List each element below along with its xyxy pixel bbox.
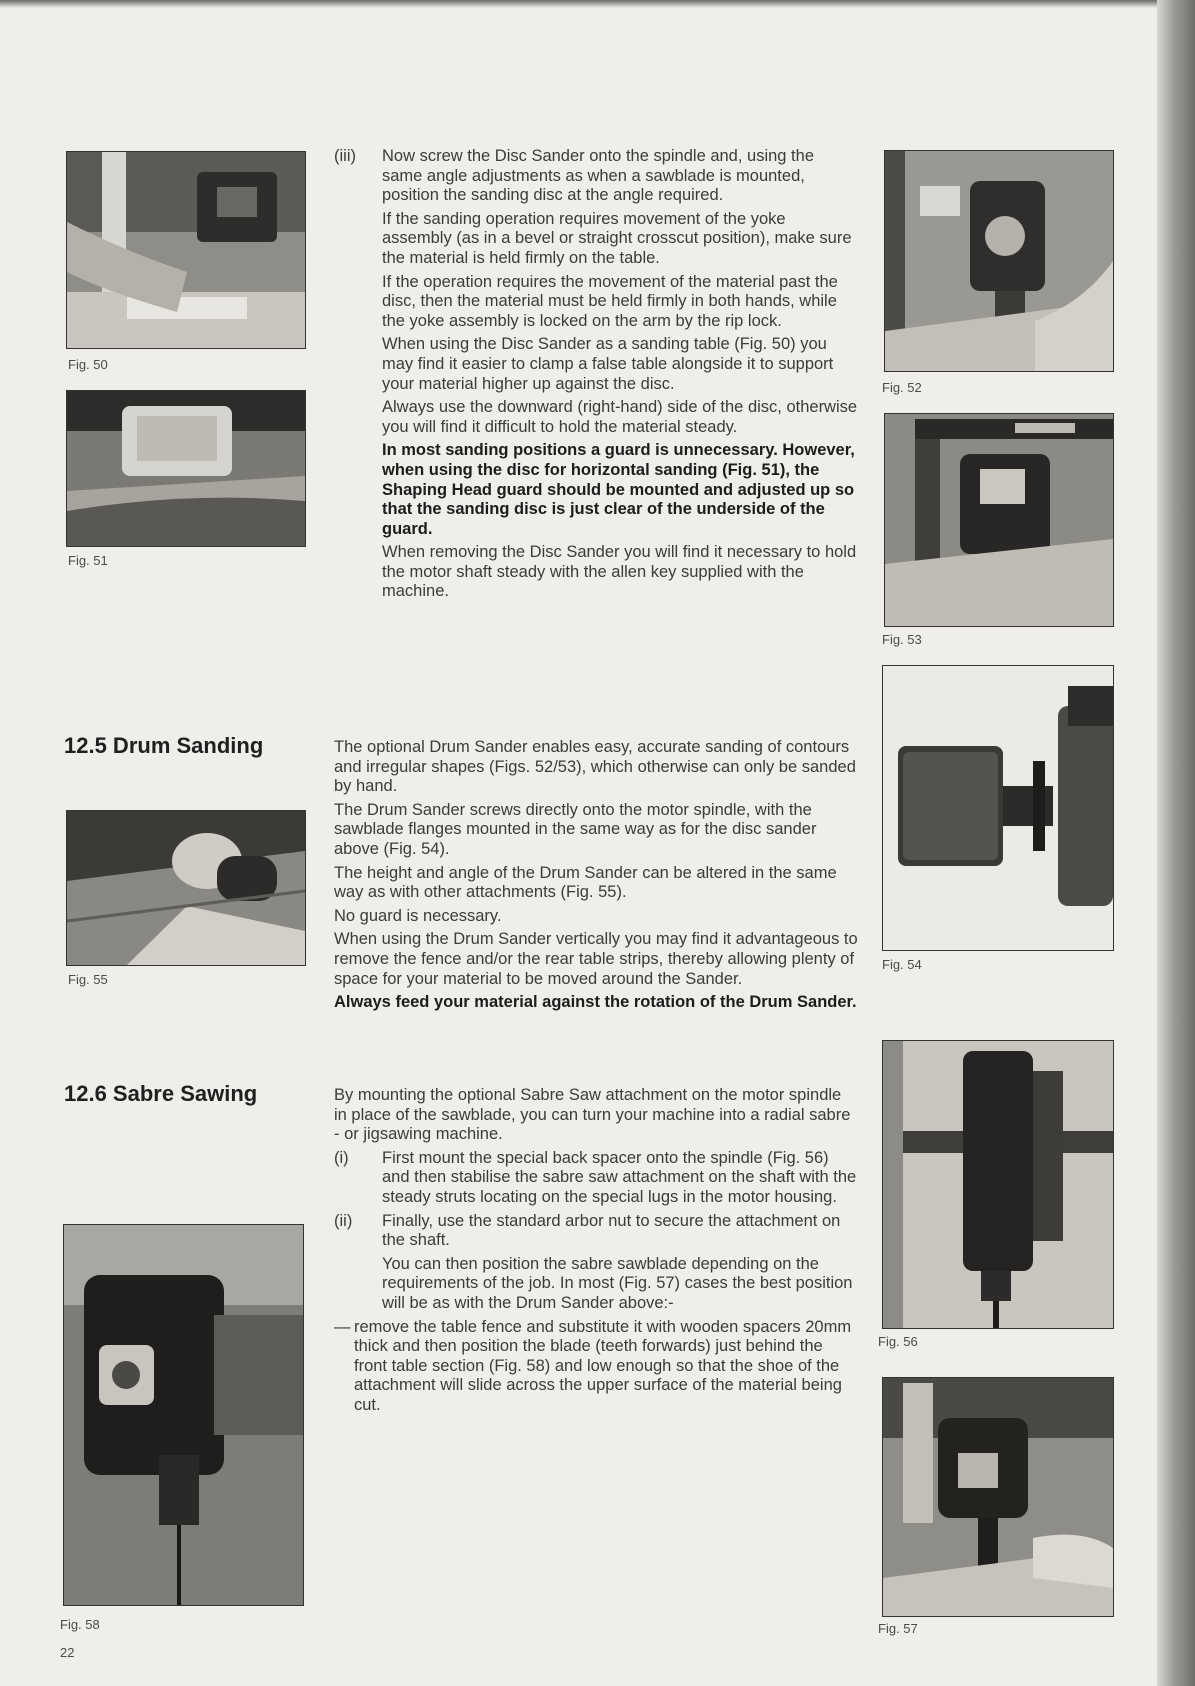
page-top-shadow [0,0,1195,8]
disc-sander-paragraph: If the sanding operation requires movement of the yoke assembly (as in a bevel or straight crosscut position), make sure the material is held firmly on the table. [382,209,852,267]
drum-sanding-paragraph: No guard is necessary. [334,906,502,925]
figure-55-caption: Fig. 55 [68,972,108,987]
heading-drum-sanding: 12.5 Drum Sanding [64,733,264,758]
sabre-step-2: Finally, use the standard arbor nut to secure the attachment on the shaft. [382,1211,841,1250]
disc-sander-section [334,147,858,606]
drum-sanding-feed-note: Always feed your material against the rotation of the Drum Sander. [334,993,857,1012]
figure-58-photo [63,1224,304,1606]
figure-57-caption: Fig. 57 [878,1621,918,1636]
drum-sanding-paragraph: The Drum Sander screws directly onto the motor spindle, with the sawblade flanges mounted in the same way as for the disc sander above (Fig. 54). [334,800,817,858]
figure-55-photo [66,810,306,966]
figure-50-photo [66,151,306,349]
figure-57-photo [882,1377,1114,1617]
step-ii-marker: (ii) [334,1211,353,1230]
disc-sander-guard-note: In most sanding positions a guard is unnecessary. However, when using the disc for horizontal sanding (Fig. 51), the Shaping Head guard should be mounted and adjusted up so that the sanding disc is just clear of the underside of the guard. [382,441,855,538]
figure-56-photo [882,1040,1114,1329]
drum-sanding-paragraph: When using the Drum Sander vertically you may find it advantageous to remove the fence and/or the rear table strips, thereby allowing plenty of space for your material to be moved around the Sander. [334,930,858,988]
sabre-sawing-section [334,1086,858,1420]
drum-sanding-section [334,738,858,1017]
drum-sanding-paragraph: The height and angle of the Drum Sander can be altered in the same way as with other attachments (Fig. 55). [334,863,837,902]
figure-56-caption: Fig. 56 [878,1334,918,1349]
figure-53-photo [884,413,1114,627]
disc-sander-paragraph: Now screw the Disc Sander onto the spindle and, using the same angle adjustments as when a sawblade is mounted, position the sanding disc at the angle required. [382,147,814,205]
figure-51-caption: Fig. 51 [68,553,108,568]
figure-52-photo [884,150,1114,372]
disc-sander-paragraph: Always use the downward (right-hand) side of the disc, otherwise you will find it difficult to hold the material steady. [382,398,858,436]
disc-sander-paragraph: If the operation requires the movement of the material past the disc, then the material must be held firmly in both hands, while the yoke assembly is locked on the arm by the rip lock. [382,272,838,330]
figure-53-caption: Fig. 53 [882,632,922,647]
disc-sander-paragraph: When removing the Disc Sander you will find it necessary to hold the motor shaft steady with the allen key supplied with the machine. [382,543,857,601]
page-binding-edge [1157,0,1195,1686]
figure-58-caption: Fig. 58 [60,1617,100,1632]
drum-sanding-paragraph: The optional Drum Sander enables easy, accurate sanding of contours and irregular shapes (Figs. 52/53), which otherwise can only be sanded by hand. [334,738,856,796]
figure-50-caption: Fig. 50 [68,357,108,372]
figure-52-caption: Fig. 52 [882,380,922,395]
step-iii-marker: (iii) [334,147,356,165]
sabre-step-2-continued: You can then position the sabre sawblade depending on the requirements of the job. In most (Fig. 57) cases the best position will be as with the Drum Sander above:- [382,1254,853,1312]
disc-sander-paragraph: When using the Disc Sander as a sanding table (Fig. 50) you may find it easier to clamp a false table alongside it to support your material higher up against the disc. [382,335,834,393]
page-number: 22 [60,1645,75,1660]
heading-sabre-sawing: 12.6 Sabre Sawing [64,1081,258,1106]
dash-marker: — [334,1317,351,1336]
figure-54-photo [882,665,1114,951]
figure-51-photo [66,390,306,547]
sabre-sawing-intro: By mounting the optional Sabre Saw attachment on the motor spindle in place of the sawblade, you can turn your machine into a radial sabre - or jigsawing machine. [334,1086,851,1144]
sabre-dash-item: remove the table fence and substitute it with wooden spacers 20mm thick and then position the blade (teeth forwards) just behind the front table section (Fig. 58) and low enough so that the shoe of the attachment will slide across the upper surface of the material being cut. [354,1317,852,1414]
step-i-marker: (i) [334,1148,349,1167]
figure-54-caption: Fig. 54 [882,957,922,972]
sabre-step-1: First mount the special back spacer onto the spindle (Fig. 56) and then stabilise the sabre saw attachment on the shaft with the steady struts locating on the special lugs in the motor housing. [382,1148,857,1206]
